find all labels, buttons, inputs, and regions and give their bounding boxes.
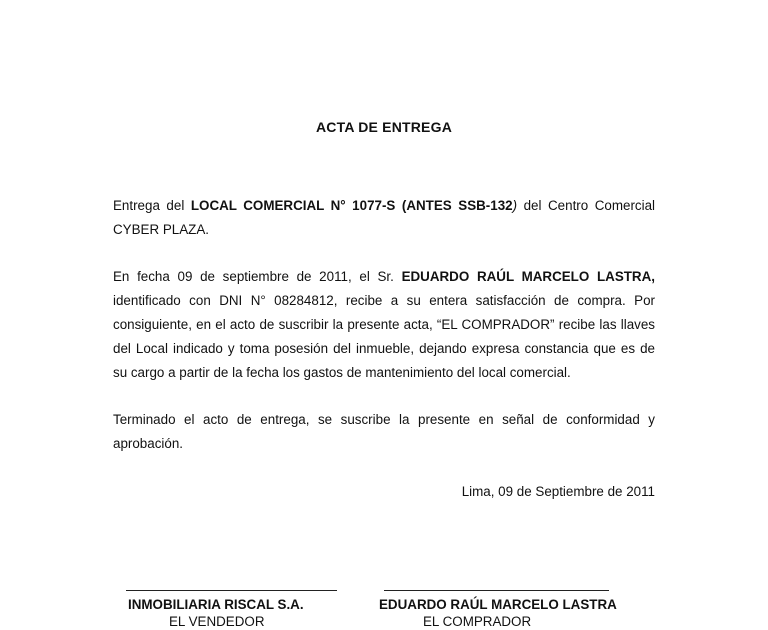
paragraph-conformity: Terminado el acto de entrega, se suscribe la presente en señal de conformidad y aprobación.	[113, 412, 655, 451]
seller-name: INMOBILIARIA RISCAL S.A.	[128, 597, 304, 612]
paragraph-local-text-1: Entrega del	[113, 198, 191, 213]
local-identifier-paren: )	[512, 198, 518, 213]
paragraph-receipt-text-2: identificado con DNI N° 08284812, recibe a su entera satisfacción de compra. Por consiguiente, en el acto de suscribir la presente acta, “EL COMPRADOR” recibe las llaves del Local indicado y toma posesión del inmueble, dejando expresa constancia que es de su cargo a partir de la fecha los gastos de mantenimiento del local comercial.	[113, 293, 655, 380]
seller-role: EL VENDEDOR	[169, 614, 265, 629]
buyer-role: EL COMPRADOR	[423, 614, 532, 629]
document-title: ACTA DE ENTREGA	[316, 119, 452, 135]
paragraph-local-text-2: del Centro Comercial CYBER PLAZA.	[113, 198, 656, 237]
buyer-signature-line	[384, 590, 609, 591]
buyer-name: EDUARDO RAÚL MARCELO LASTRA	[379, 597, 617, 612]
paragraph-receipt-text-1: En fecha 09 de septiembre de 2011, el Sr.	[113, 269, 402, 284]
local-identifier: LOCAL COMERCIAL N° 1077-S (ANTES SSB-132	[190, 198, 513, 213]
seller-signature-line	[126, 590, 337, 591]
date-line: Lima, 09 de Septiembre de 2011	[461, 484, 655, 499]
paragraph-receipt	[113, 265, 655, 385]
paragraph-local	[113, 194, 655, 242]
buyer-name-inline: EDUARDO RAÚL MARCELO LASTRA,	[401, 269, 655, 284]
